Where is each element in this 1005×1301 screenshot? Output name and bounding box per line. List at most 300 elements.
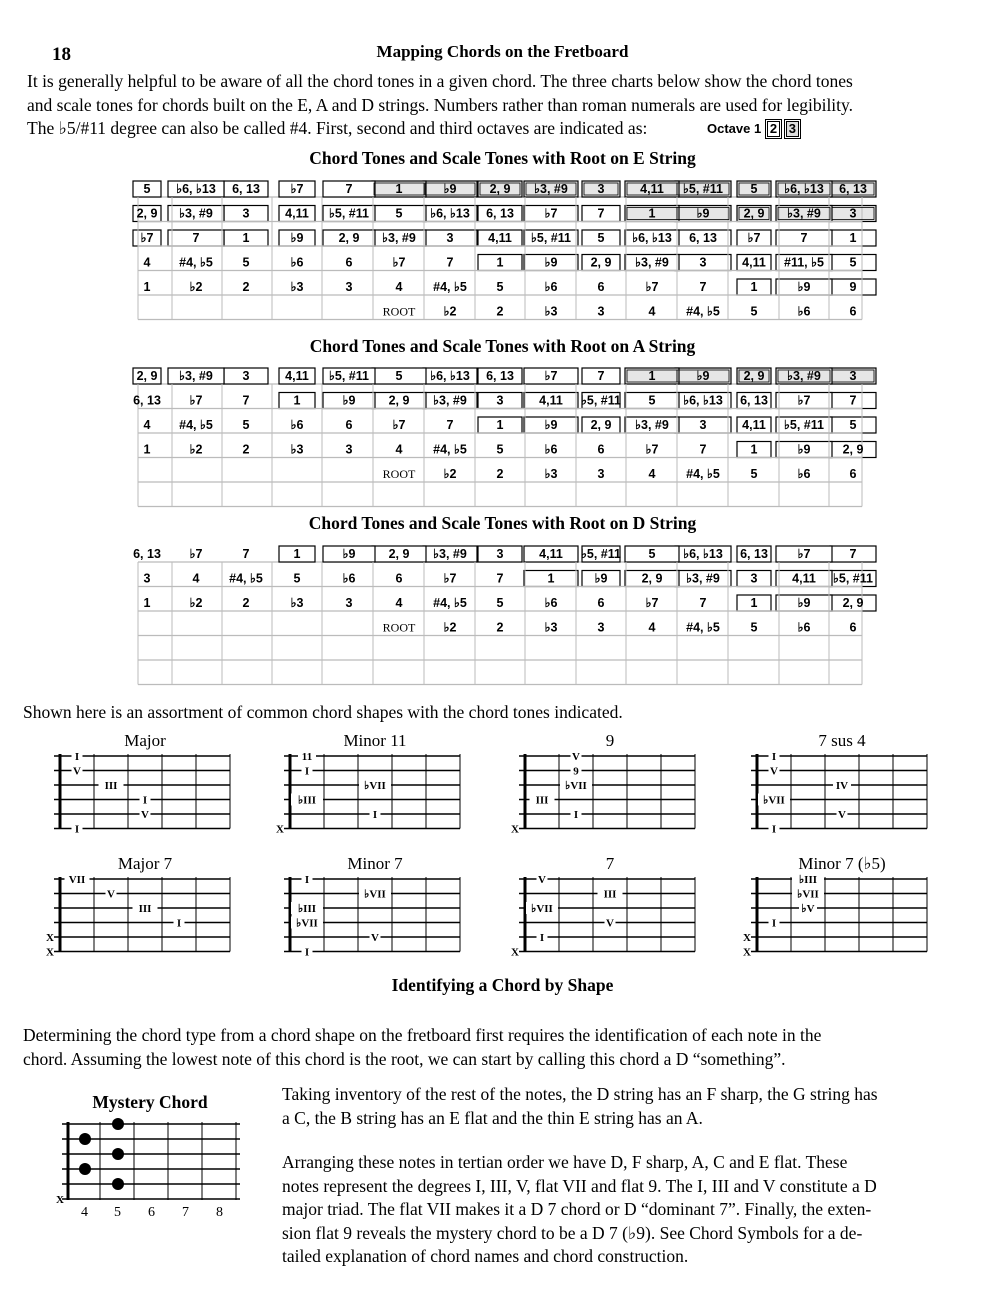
chart-cell xyxy=(444,182,457,196)
cell-label: ♭2 xyxy=(189,596,203,610)
chart-cell xyxy=(291,418,304,432)
cell-label: 6 xyxy=(849,467,857,481)
cell-label: 1 xyxy=(648,369,656,383)
chart-cell xyxy=(444,467,457,481)
chart-cell xyxy=(393,418,406,432)
cell-label: ♭7 xyxy=(392,255,406,270)
cell-label: 2 xyxy=(242,280,250,294)
chart-cell xyxy=(635,418,669,432)
chart-cell xyxy=(740,394,768,408)
finger-dot xyxy=(79,1133,91,1145)
cell-label: 7 xyxy=(800,231,808,245)
chart-cell xyxy=(598,596,605,610)
muted-string-x: X xyxy=(511,946,519,959)
cell-label: 3 xyxy=(345,596,353,610)
fret-number: 5 xyxy=(114,1205,121,1220)
cell-label: 2, 9 xyxy=(590,255,612,270)
cell-label: 1 xyxy=(750,596,758,610)
cell-label: ♭3, #9 xyxy=(433,547,467,561)
chart-cell xyxy=(649,467,656,481)
cell-label: 6 xyxy=(849,304,857,319)
cell-label: ♭9 xyxy=(797,596,811,610)
cell-label: 7 xyxy=(699,596,707,610)
chart-cell xyxy=(744,369,765,383)
cell-label: ♭6 xyxy=(797,620,811,635)
chart-cell xyxy=(294,394,301,408)
cell-label: #4, ♭5 xyxy=(686,467,720,481)
chart-cell xyxy=(444,305,457,319)
chart-cell xyxy=(144,443,151,457)
chord-shape-title: 7 sus 4 xyxy=(818,731,866,750)
intro-paragraph xyxy=(27,70,987,141)
cell-label: 2, 9 xyxy=(743,206,765,221)
fret-number: 7 xyxy=(182,1205,189,1220)
cell-label: ♭3 xyxy=(290,596,304,610)
cell-label: 5 xyxy=(849,418,857,432)
cell-label: 6 xyxy=(597,442,605,457)
chart-cell xyxy=(433,280,467,294)
chart-cell xyxy=(798,305,811,319)
chart-cell xyxy=(751,467,758,481)
muted-string-x: X xyxy=(46,946,54,959)
chart-cell xyxy=(444,572,457,586)
mystery-line: a C, the B string has an E flat and the thin E string has an A. xyxy=(282,1107,703,1128)
cell-label: ♭2 xyxy=(443,620,457,635)
chord-shape xyxy=(511,854,695,959)
cell-label: 3 xyxy=(496,393,504,408)
cell-label: 7 xyxy=(242,393,250,408)
cell-label: ♭6, ♭13 xyxy=(683,393,723,408)
chart-cell xyxy=(534,182,568,196)
cell-label: 7 xyxy=(699,280,707,294)
chord-tone-label: I xyxy=(573,809,579,821)
cell-label: ♭6, ♭13 xyxy=(784,182,824,196)
mystery-line: Arranging these notes in tertian order we have D, F sharp, A, C and E flat. These xyxy=(282,1152,848,1172)
chart-cell xyxy=(850,280,857,294)
chord-tone-label: I xyxy=(176,917,182,930)
cell-label: ♭5, #11 xyxy=(581,547,621,561)
chord-tone-label: ♭III xyxy=(297,903,317,915)
chart-cell xyxy=(850,547,857,561)
chart-cell xyxy=(486,207,514,221)
cell-label: ROOT xyxy=(382,620,416,635)
chord-shape-title: Major 7 xyxy=(117,854,173,873)
cell-label: #4, ♭5 xyxy=(433,596,467,610)
chart-cell xyxy=(396,182,403,196)
chord-tone-label: III xyxy=(535,794,549,807)
section-title: Identifying a Chord by Shape xyxy=(391,975,614,995)
chart-cell xyxy=(545,369,558,383)
chart-cell xyxy=(179,369,213,383)
chart-cell xyxy=(389,547,410,561)
chart-cell xyxy=(751,305,758,319)
mystery-line: sion flat 9 reveals the mystery chord to be a D 7 (♭9). See Chord Symbols for a de- xyxy=(282,1222,863,1243)
cell-label: ♭2 xyxy=(443,304,457,319)
cell-label: ♭5, #11 xyxy=(581,393,621,408)
chart-cell xyxy=(176,182,216,196)
chart-cell xyxy=(383,467,416,481)
chord-tone-label: V xyxy=(538,874,546,886)
chart-cell xyxy=(649,547,656,561)
chart-cell xyxy=(751,280,758,294)
cell-label: 3 xyxy=(345,280,353,294)
cell-label: 5 xyxy=(849,255,857,270)
chart-cell xyxy=(444,621,457,635)
cell-label: 1 xyxy=(849,231,857,245)
chart-cell xyxy=(742,418,766,432)
cell-label: ♭7 xyxy=(544,369,558,383)
cell-label: ♭9 xyxy=(696,206,710,221)
cell-label: 6 xyxy=(345,418,353,432)
chart-cell xyxy=(243,280,250,294)
chart-a-title: Chord Tones and Scale Tones with Root on A String xyxy=(309,336,696,356)
chord-tone-label: ♭VII xyxy=(565,780,587,792)
cell-label: 3 xyxy=(597,467,605,481)
chart-cell xyxy=(243,369,250,383)
cell-label: 1 xyxy=(293,547,301,561)
cell-label: 4,11 xyxy=(539,393,563,408)
chart-cell xyxy=(396,572,403,586)
chart-cell xyxy=(447,231,454,245)
chart-cell xyxy=(447,418,454,432)
cell-label: 2 xyxy=(496,620,504,635)
chart-cell xyxy=(700,596,707,610)
chord-shape xyxy=(276,731,460,836)
cell-label: #4, ♭5 xyxy=(686,620,720,635)
cell-label: ♭7 xyxy=(290,182,304,196)
chart-cell xyxy=(144,182,151,196)
chart-cell xyxy=(343,572,356,586)
chart-cell xyxy=(598,467,605,481)
chart-cell xyxy=(595,572,608,586)
cell-label: 3 xyxy=(849,206,857,221)
cell-label: 4 xyxy=(395,596,403,610)
chart-cell xyxy=(700,443,707,457)
cell-label: 2, 9 xyxy=(489,182,511,196)
chord-tone-label: ♭III xyxy=(798,874,818,886)
cell-label: 3 xyxy=(849,369,857,383)
cell-label: ♭6 xyxy=(797,467,811,481)
cell-label: ROOT xyxy=(382,467,416,481)
cell-label: 4,11 xyxy=(488,231,512,245)
chart-cell xyxy=(243,443,250,457)
chart-cell xyxy=(433,547,467,561)
cell-label: 5 xyxy=(648,393,656,408)
mystery-line: major triad. The flat VII makes it a D 7 chord or D “dominant 7”. Finally, the exten- xyxy=(282,1199,872,1219)
chart-cell xyxy=(598,305,605,319)
cell-label: 4 xyxy=(143,418,151,432)
chart-cell xyxy=(798,467,811,481)
cell-label: ♭9 xyxy=(342,393,356,408)
chart-cell xyxy=(649,207,656,221)
chart-cell xyxy=(497,280,504,294)
chart-cell xyxy=(346,182,353,196)
chord-shapes-svg xyxy=(0,728,1005,968)
cell-label: ♭6 xyxy=(797,304,811,319)
chart-cell xyxy=(243,596,250,610)
cell-label: ♭2 xyxy=(443,467,457,481)
chord-tone-label: I xyxy=(74,823,80,836)
cell-label: 5 xyxy=(750,304,758,319)
chord-shape-title: Minor 11 xyxy=(343,731,407,750)
cell-label: 4 xyxy=(395,442,403,457)
cell-label: ♭3, #9 xyxy=(787,369,821,383)
chart-cell xyxy=(141,231,154,245)
cell-label: 5 xyxy=(395,369,403,383)
chart-cell xyxy=(346,418,353,432)
chart-cell xyxy=(545,596,558,610)
chart-cell xyxy=(346,280,353,294)
mystery-line: tailed explanation of chord names and chord construction. xyxy=(282,1246,689,1266)
chart-cell xyxy=(346,443,353,457)
cell-label: 1 xyxy=(143,280,151,294)
chart-cell xyxy=(784,182,824,196)
chart-cell xyxy=(179,207,213,221)
chart-cell xyxy=(144,596,151,610)
chart-cell xyxy=(642,572,663,586)
chart-cell xyxy=(383,305,416,319)
cell-label: ♭6 xyxy=(290,255,304,270)
cell-label: 7 xyxy=(345,182,353,196)
chord-shape xyxy=(511,731,695,836)
chart-cell xyxy=(686,572,720,586)
chart-cell xyxy=(396,443,403,457)
chart-cell xyxy=(229,572,263,586)
mystery-paragraph-2 xyxy=(282,1151,992,1269)
cell-label: ♭5, #11 xyxy=(329,369,369,383)
cell-label: 5 xyxy=(750,620,758,635)
chart-cell xyxy=(581,547,621,561)
chart-cell xyxy=(850,418,857,432)
chart-cell xyxy=(742,256,766,270)
chart-cell xyxy=(850,394,857,408)
chart-cell xyxy=(548,572,555,586)
cell-label: ♭6, ♭13 xyxy=(176,182,216,196)
chart-cell xyxy=(497,467,504,481)
chord-tone-label: ♭V xyxy=(801,903,815,915)
cell-label: ♭7 xyxy=(544,206,558,221)
chord-shape xyxy=(54,731,230,836)
muted-string-x: X xyxy=(743,932,751,944)
chart-cell xyxy=(497,256,504,270)
cell-label: 3 xyxy=(446,231,454,245)
chart-cell xyxy=(291,182,304,196)
chart-a-grid xyxy=(0,359,1005,509)
cell-label: ♭7 xyxy=(140,231,154,245)
chart-cell xyxy=(751,182,758,196)
chord-shapes xyxy=(0,728,1005,968)
cell-label: 5 xyxy=(143,182,151,196)
cell-label: 3 xyxy=(597,304,605,319)
cell-label: 7 xyxy=(446,255,454,270)
cell-label: 3 xyxy=(699,255,707,270)
cell-label: ♭3, #9 xyxy=(382,231,416,245)
cell-label: 7 xyxy=(849,393,857,408)
cell-label: ♭3 xyxy=(544,620,558,635)
chart-cell xyxy=(179,256,213,270)
cell-label: 5 xyxy=(750,467,758,481)
cell-label: 6, 13 xyxy=(133,547,161,561)
chord-shape-title: 9 xyxy=(605,731,615,750)
chart-cell xyxy=(291,280,304,294)
chord-tone-label: ♭VII xyxy=(531,903,553,915)
chord-tone-label: I xyxy=(539,932,545,944)
chart-cell xyxy=(545,280,558,294)
page-title: Mapping Chords on the Fretboard xyxy=(376,42,629,61)
chart-cell xyxy=(649,369,656,383)
cell-label: 6 xyxy=(849,620,857,635)
chart-cell xyxy=(598,182,605,196)
chart-cell xyxy=(751,621,758,635)
chart-cell xyxy=(545,418,558,432)
cell-label: ♭3, #9 xyxy=(686,571,720,586)
cell-label: 6 xyxy=(597,280,605,294)
chart-cell xyxy=(346,596,353,610)
chart-cell xyxy=(545,256,558,270)
chart-cell xyxy=(383,621,416,635)
chart-cell xyxy=(598,621,605,635)
chart-cell xyxy=(291,256,304,270)
cell-label: ♭6 xyxy=(290,418,304,432)
chart-cell xyxy=(686,305,720,319)
cell-label: 4,11 xyxy=(539,547,563,561)
chord-tone-label: III xyxy=(138,903,152,915)
chart-cell xyxy=(137,207,158,221)
chart-cell xyxy=(133,394,161,408)
chord-shape xyxy=(743,854,927,959)
mystery-paragraph-1 xyxy=(282,1083,992,1130)
cell-label: 5 xyxy=(293,571,301,586)
cell-label: 7 xyxy=(192,231,200,245)
cell-label: ♭7 xyxy=(189,547,203,561)
chart-cell xyxy=(784,418,824,432)
mystery-line: notes represent the degrees I, III, V, flat VII and flat 9. The I, III and V constitute a D xyxy=(282,1175,877,1196)
cell-label: ♭7 xyxy=(392,418,406,432)
chord-tone-label: V xyxy=(141,809,149,821)
chord-tone-label: I xyxy=(771,751,777,763)
cell-label: 3 xyxy=(699,418,707,432)
fret-number: 4 xyxy=(81,1205,88,1220)
cell-label: 6, 13 xyxy=(486,369,514,383)
cell-label: 2, 9 xyxy=(338,231,360,245)
chart-cell xyxy=(545,305,558,319)
cell-label: 2, 9 xyxy=(842,442,864,457)
cell-label: 5 xyxy=(496,442,504,457)
chart-cell xyxy=(798,621,811,635)
chart-cell xyxy=(740,547,768,561)
chart-cell xyxy=(497,621,504,635)
muted-string-x: X xyxy=(46,932,54,944)
cell-label: 1 xyxy=(242,231,250,245)
chart-cell xyxy=(382,231,416,245)
cell-label: ♭5, #11 xyxy=(833,571,873,586)
chord-tone-label: V xyxy=(838,809,846,821)
chart-cell xyxy=(329,207,369,221)
chart-cell xyxy=(839,182,867,196)
chart-d-title: Chord Tones and Scale Tones with Root on D String xyxy=(308,513,697,533)
chart-cell xyxy=(539,394,563,408)
muted-string-x: X xyxy=(743,946,751,959)
chart-cell xyxy=(545,621,558,635)
cell-label: 2, 9 xyxy=(743,369,765,383)
cell-label: ROOT xyxy=(382,304,416,319)
octave-label: Octave xyxy=(707,121,751,136)
chord-tone-label: ♭VII xyxy=(797,888,819,901)
chart-cell xyxy=(784,256,824,270)
cell-label: ♭9 xyxy=(544,418,558,432)
chart-cell xyxy=(632,231,672,245)
chart-cell xyxy=(751,443,758,457)
cell-label: 4,11 xyxy=(742,255,766,270)
chart-cell xyxy=(646,280,659,294)
chart-cell xyxy=(850,207,857,221)
cell-label: 4,11 xyxy=(285,369,309,383)
chart-cell xyxy=(545,207,558,221)
cell-label: ♭3 xyxy=(290,442,304,457)
cell-label: ♭5, #11 xyxy=(683,182,723,196)
chart-cell xyxy=(497,443,504,457)
cell-label: 5 xyxy=(496,596,504,610)
chart-cell xyxy=(649,621,656,635)
cell-label: 4,11 xyxy=(640,182,664,196)
chart-cell xyxy=(686,621,720,635)
chart-cell xyxy=(486,369,514,383)
cell-label: ♭9 xyxy=(696,369,710,383)
chart-cell xyxy=(433,443,467,457)
cell-label: ♭9 xyxy=(544,255,558,270)
identify-line: Determining the chord type from a chord shape on the fretboard first requires the identification of each note in the xyxy=(23,1025,822,1045)
chart-cell xyxy=(190,394,203,408)
cell-label: ♭7 xyxy=(645,442,659,457)
chart-cell xyxy=(591,256,612,270)
chart-cell xyxy=(294,547,301,561)
cell-label: 6, 13 xyxy=(740,393,768,408)
chord-tone-label: VII xyxy=(68,874,86,886)
cell-label: 2 xyxy=(496,304,504,319)
chart-cell xyxy=(649,305,656,319)
chart-cell xyxy=(683,547,723,561)
cell-label: 5 xyxy=(597,231,605,245)
cell-label: 3 xyxy=(496,547,504,561)
cell-label: ♭9 xyxy=(797,442,811,457)
chord-shape-title: Major xyxy=(124,731,166,750)
chord-tone-label: I xyxy=(771,917,777,930)
chart-cell xyxy=(497,418,504,432)
muted-string-x: X xyxy=(276,823,284,836)
identify-paragraph xyxy=(23,1024,988,1071)
chart-cell xyxy=(751,572,758,586)
chart-e-grid xyxy=(0,172,1005,327)
chart-cell xyxy=(389,394,410,408)
chord-tone-label: IV xyxy=(835,780,849,792)
cell-label: ♭2 xyxy=(189,442,203,457)
cell-label: 6 xyxy=(345,255,353,270)
finger-dot xyxy=(79,1163,91,1175)
chord-shape xyxy=(46,854,230,959)
chord-tone-label: V xyxy=(606,917,614,930)
chord-tone-label: I xyxy=(304,874,310,886)
cell-label: ♭9 xyxy=(594,571,608,586)
cell-label: 6 xyxy=(395,571,403,586)
chart-cell xyxy=(850,256,857,270)
cell-label: 1 xyxy=(648,206,656,221)
chart-cell xyxy=(144,418,151,432)
cell-label: #4, ♭5 xyxy=(179,418,213,432)
chart-e-title: Chord Tones and Scale Tones with Root on E String xyxy=(309,148,696,168)
chord-tone-label: ♭VII xyxy=(364,888,386,901)
cell-label: 3 xyxy=(597,182,605,196)
chart-cell xyxy=(243,207,250,221)
